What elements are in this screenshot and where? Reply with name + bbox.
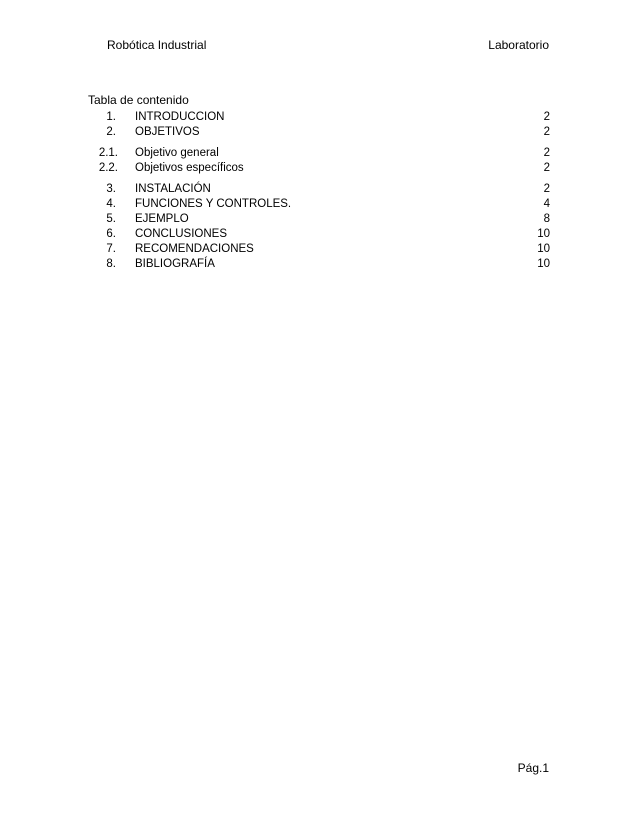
toc-entry-label: INSTALACIÓN — [135, 183, 211, 195]
toc-entry[interactable] — [88, 197, 550, 212]
toc-entry[interactable] — [88, 146, 550, 161]
toc-entry-page: 10 — [537, 258, 550, 270]
toc-entry-page: 10 — [537, 228, 550, 240]
toc-entry-number: 8. — [106, 258, 116, 270]
toc-entry-page: 8 — [543, 213, 550, 225]
table-of-contents — [88, 92, 550, 272]
header-right-text: Laboratorio — [488, 38, 549, 52]
toc-entry[interactable] — [88, 161, 550, 176]
toc-entry-label: RECOMENDACIONES — [135, 243, 254, 255]
toc-entry-number: 3. — [106, 183, 116, 195]
toc-entry-number: 2. — [106, 126, 116, 138]
toc-entry[interactable] — [88, 212, 550, 227]
toc-entry-label: BIBLIOGRAFÍA — [135, 258, 215, 270]
toc-entry-number: 4. — [106, 198, 116, 210]
toc-entry-label: EJEMPLO — [135, 213, 189, 225]
toc-entry-number: 6. — [106, 228, 116, 240]
toc-entry-page: 4 — [543, 198, 550, 210]
toc-entry-label: Objetivos específicos — [135, 162, 244, 174]
toc-entry[interactable] — [88, 125, 550, 140]
toc-entry-label: FUNCIONES Y CONTROLES. — [135, 198, 292, 210]
toc-entry-number: 1. — [106, 111, 116, 123]
toc-entry-label: Objetivo general — [135, 147, 219, 159]
toc-entry-page: 2 — [543, 126, 550, 138]
toc-entry[interactable] — [88, 242, 550, 257]
toc-entry[interactable] — [88, 257, 550, 272]
toc-entry-page: 2 — [543, 147, 550, 159]
toc-title: Tabla de contenido — [88, 93, 189, 107]
toc-entry-number: 2.1. — [98, 147, 118, 159]
toc-list — [88, 110, 550, 272]
toc-entry-label: OBJETIVOS — [135, 126, 200, 138]
toc-entry-page: 2 — [543, 183, 550, 195]
toc-entry-number: 7. — [106, 243, 116, 255]
toc-entry-page: 2 — [543, 111, 550, 123]
toc-entry[interactable] — [88, 182, 550, 197]
toc-entry-label: INTRODUCCION — [135, 111, 225, 123]
toc-entry-page: 2 — [543, 162, 550, 174]
toc-entry-number: 5. — [106, 213, 116, 225]
toc-entry-page: 10 — [537, 243, 550, 255]
page-header — [107, 38, 549, 56]
toc-entry[interactable] — [88, 227, 550, 242]
toc-entry-number: 2.2. — [98, 162, 118, 174]
toc-entry-label: CONCLUSIONES — [135, 228, 228, 240]
page-number: Pág.1 — [517, 761, 549, 775]
page-footer — [518, 761, 549, 775]
header-left-text: Robótica Industrial — [107, 38, 207, 52]
toc-entry[interactable] — [88, 110, 550, 125]
